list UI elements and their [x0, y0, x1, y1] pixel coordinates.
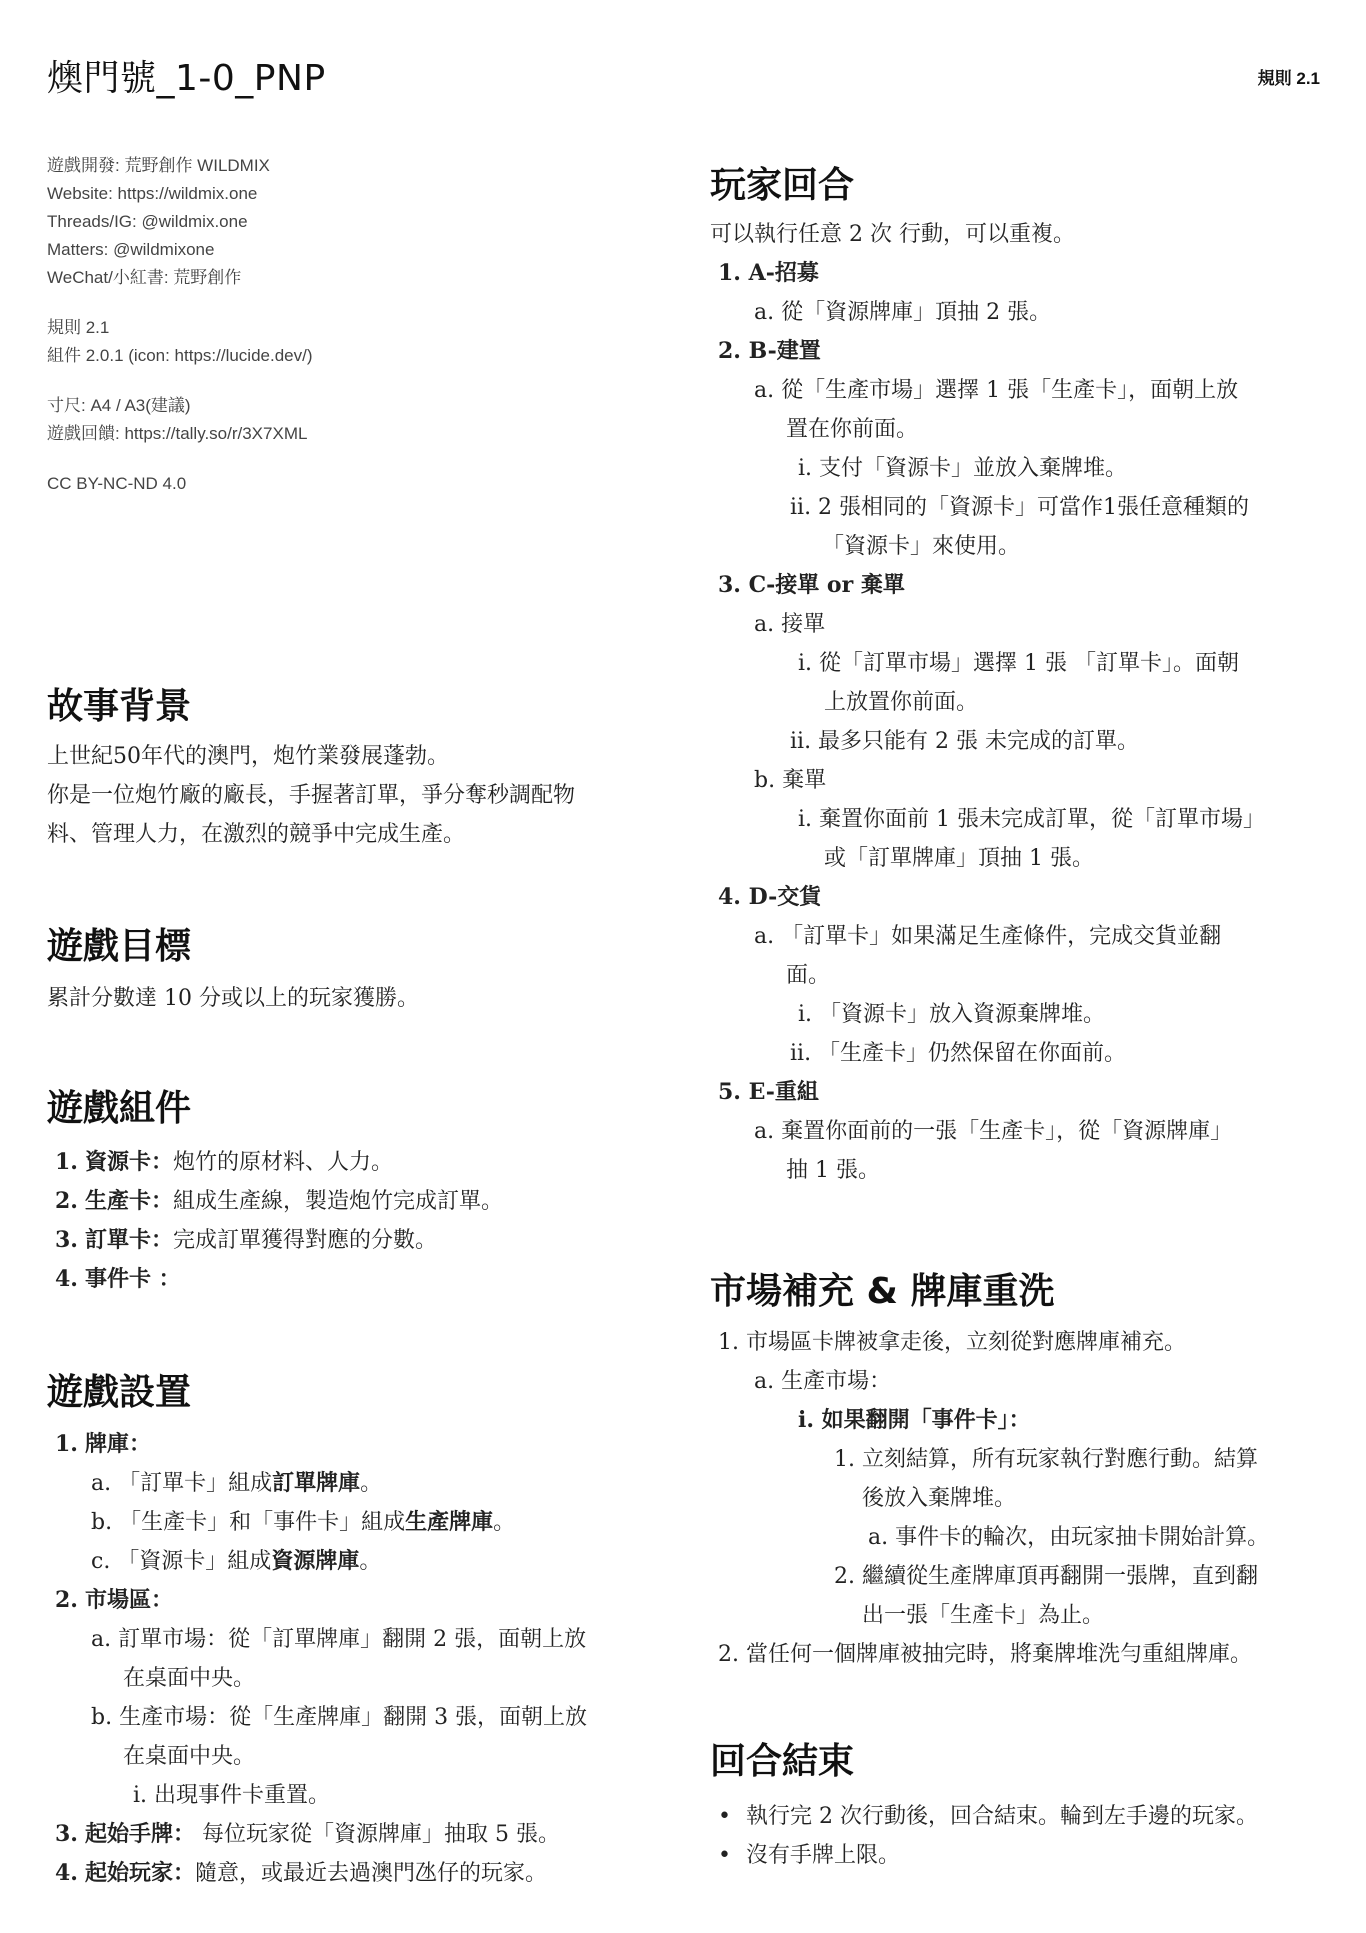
list-item-cont: 後放入棄牌堆。 — [862, 1486, 1017, 1511]
credits-group — [47, 152, 313, 292]
version-line: 組件 2.0.1 (icon: https://lucide.dev/) — [47, 346, 313, 365]
list-item-cont: 上放置你前面。 — [824, 690, 979, 715]
license-line: CC BY-NC-ND 4.0 — [47, 474, 187, 493]
end-heading: 回合結束 — [710, 1741, 855, 1782]
story-line: 料、管理人力，在激烈的競爭中完成生產。 — [47, 822, 466, 847]
list-item: ii. 「生產卡」仍然保留在你面前。 — [790, 1041, 1127, 1066]
list-item: 4. 起始玩家：隨意，或最近去過澳門氹仔的玩家。 — [55, 1860, 547, 1886]
feedback-line: 遊戲回饋: https://tally.so/r/3X7XML — [47, 424, 308, 443]
list-item: a. 訂單市場：從「訂單牌庫」翻開 2 張，面朝上放 — [91, 1627, 587, 1652]
list-item: i. 從「訂單市場」選擇 1 張 「訂單卡」。面朝 — [798, 651, 1240, 676]
end-list — [710, 1797, 1258, 1875]
bullet-item: • 沒有手牌上限。 — [710, 1836, 1258, 1875]
setup-heading: 遊戲設置 — [47, 1372, 192, 1413]
credit-line: WeChat/小紅書: 荒野創作 — [47, 268, 242, 287]
list-item: a. 接單 — [754, 612, 826, 637]
list-item-cont: 在桌面中央。 — [123, 1744, 256, 1769]
license-group — [47, 470, 313, 498]
list-item: a. 棄置你面前的一張「生產卡」，從「資源牌庫」 — [754, 1119, 1233, 1144]
list-item: 1. 立刻結算，所有玩家執行對應行動。結算 — [834, 1447, 1258, 1472]
list-item: 1. 資源卡：炮竹的原材料、人力。 — [55, 1149, 393, 1175]
list-item: a. 「訂單卡」如果滿足生產條件，完成交貨並翻 — [754, 924, 1222, 949]
credit-line: Website: https://wildmix.one — [47, 184, 258, 203]
goal-heading: 遊戲目標 — [47, 926, 192, 967]
size-group — [47, 392, 313, 448]
list-item: a. 「訂單卡」組成訂單牌庫。 — [91, 1470, 383, 1496]
list-item-cont: 抽 1 張。 — [786, 1158, 880, 1183]
components-list — [47, 1143, 503, 1299]
story-heading: 故事背景 — [47, 686, 192, 727]
list-item: b. 棄單 — [754, 768, 827, 793]
list-item-cont: 「資源卡」來使用。 — [822, 534, 1021, 559]
credits-block — [47, 152, 313, 520]
versions-group — [47, 314, 313, 370]
list-item: 3. 訂單卡：完成訂單獲得對應的分數。 — [55, 1227, 437, 1253]
list-item: i. 棄置你面前 1 張未完成訂單，從「訂單市場」 — [798, 807, 1266, 832]
list-item-cont: 面。 — [786, 963, 831, 988]
credit-line: Threads/IG: @wildmix.one — [47, 212, 248, 231]
story-line: 你是一位炮竹廠的廠長，手握著訂單，爭分奪秒調配物 — [47, 783, 576, 808]
story-text — [47, 737, 575, 854]
list-item: 5. E-重組 — [718, 1079, 819, 1105]
turn-intro: 可以執行任意 2 次 行動，可以重複。 — [710, 222, 1075, 247]
document-title: 燠門號_1-0_PNP — [47, 58, 326, 99]
list-item: 2. 當任何一個牌庫被抽完時，將棄牌堆洗勻重組牌庫。 — [718, 1642, 1252, 1667]
refill-heading: 市場補充 & 牌庫重洗 — [710, 1271, 1055, 1312]
list-item: 2. 繼續從生產牌庫頂再翻開一張牌，直到翻 — [834, 1564, 1258, 1589]
turn-heading: 玩家回合 — [710, 165, 855, 206]
setup-list — [47, 1425, 587, 1893]
goal-line: 累計分數達 10 分或以上的玩家獲勝。 — [47, 986, 419, 1011]
bullet-dot: • — [718, 1804, 731, 1829]
credit-line: 遊戲開發: 荒野創作 WILDMIX — [47, 156, 270, 175]
turn-list — [710, 215, 1265, 1190]
list-item: i. 出現事件卡重置。 — [133, 1783, 331, 1808]
size-line: 寸尺: A4 / A3(建議) — [47, 396, 191, 415]
list-item-cont: 或「訂單牌庫」頂抽 1 張。 — [824, 846, 1094, 871]
list-item: a. 從「生產市場」選擇 1 張「生產卡」，面朝上放 — [754, 378, 1239, 403]
refill-list — [710, 1323, 1269, 1674]
list-item: c. 「資源卡」組成資源牌庫。 — [91, 1548, 382, 1574]
list-item: a. 生產市場： — [754, 1369, 892, 1394]
list-item: 3. 起始手牌： 每位玩家從「資源牌庫」抽取 5 張。 — [55, 1821, 560, 1847]
list-item: 1. 牌庫： — [55, 1431, 151, 1457]
list-item: 4. 事件卡 ： — [55, 1266, 181, 1292]
list-item: 1. A-招募 — [718, 260, 819, 286]
list-item: 3. C-接單 or 棄單 — [718, 572, 905, 598]
list-item: 2. B-建置 — [718, 338, 821, 364]
rules-version: 規則 2.1 — [1257, 69, 1320, 88]
list-item: i. 如果翻開「事件卡」： — [798, 1407, 1031, 1433]
list-item: i. 支付「資源卡」並放入棄牌堆。 — [798, 456, 1128, 481]
goal-text — [47, 979, 419, 1018]
list-item: b. 「生產卡」和「事件卡」組成生產牌庫。 — [91, 1509, 516, 1535]
components-heading: 遊戲組件 — [47, 1088, 192, 1129]
version-line: 規則 2.1 — [47, 318, 110, 337]
credit-line: Matters: @wildmixone — [47, 240, 215, 259]
list-item-cont: 在桌面中央。 — [123, 1666, 256, 1691]
bullet-item: • 執行完 2 次行動後，回合結束。輪到左手邊的玩家。 — [710, 1797, 1258, 1836]
bullet-dot: • — [718, 1843, 731, 1868]
list-item: 2. 生產卡：組成生產線，製造炮竹完成訂單。 — [55, 1188, 503, 1214]
list-item: 2. 市場區： — [55, 1587, 173, 1613]
list-item: i. 「資源卡」放入資源棄牌堆。 — [798, 1002, 1106, 1027]
list-item: ii. 2 張相同的「資源卡」可當作1張任意種類的 — [790, 495, 1250, 520]
list-item: b. 生產市場：從「生產牌庫」翻開 3 張，面朝上放 — [91, 1705, 588, 1730]
list-item: 4. D-交貨 — [718, 884, 822, 910]
list-item-cont: 出一張「生產卡」為止。 — [862, 1603, 1105, 1628]
list-item-cont: 置在你前面。 — [786, 417, 919, 442]
story-line: 上世紀50年代的澳門，炮竹業發展蓬勃。 — [47, 744, 449, 769]
list-item: a. 事件卡的輪次，由玩家抽卡開始計算。 — [868, 1525, 1270, 1550]
list-item: ii. 最多只能有 2 張 未完成的訂單。 — [790, 729, 1140, 754]
list-item: 1. 市場區卡牌被拿走後，立刻從對應牌庫補充。 — [718, 1330, 1186, 1355]
list-item: a. 從「資源牌庫」頂抽 2 張。 — [754, 300, 1052, 325]
